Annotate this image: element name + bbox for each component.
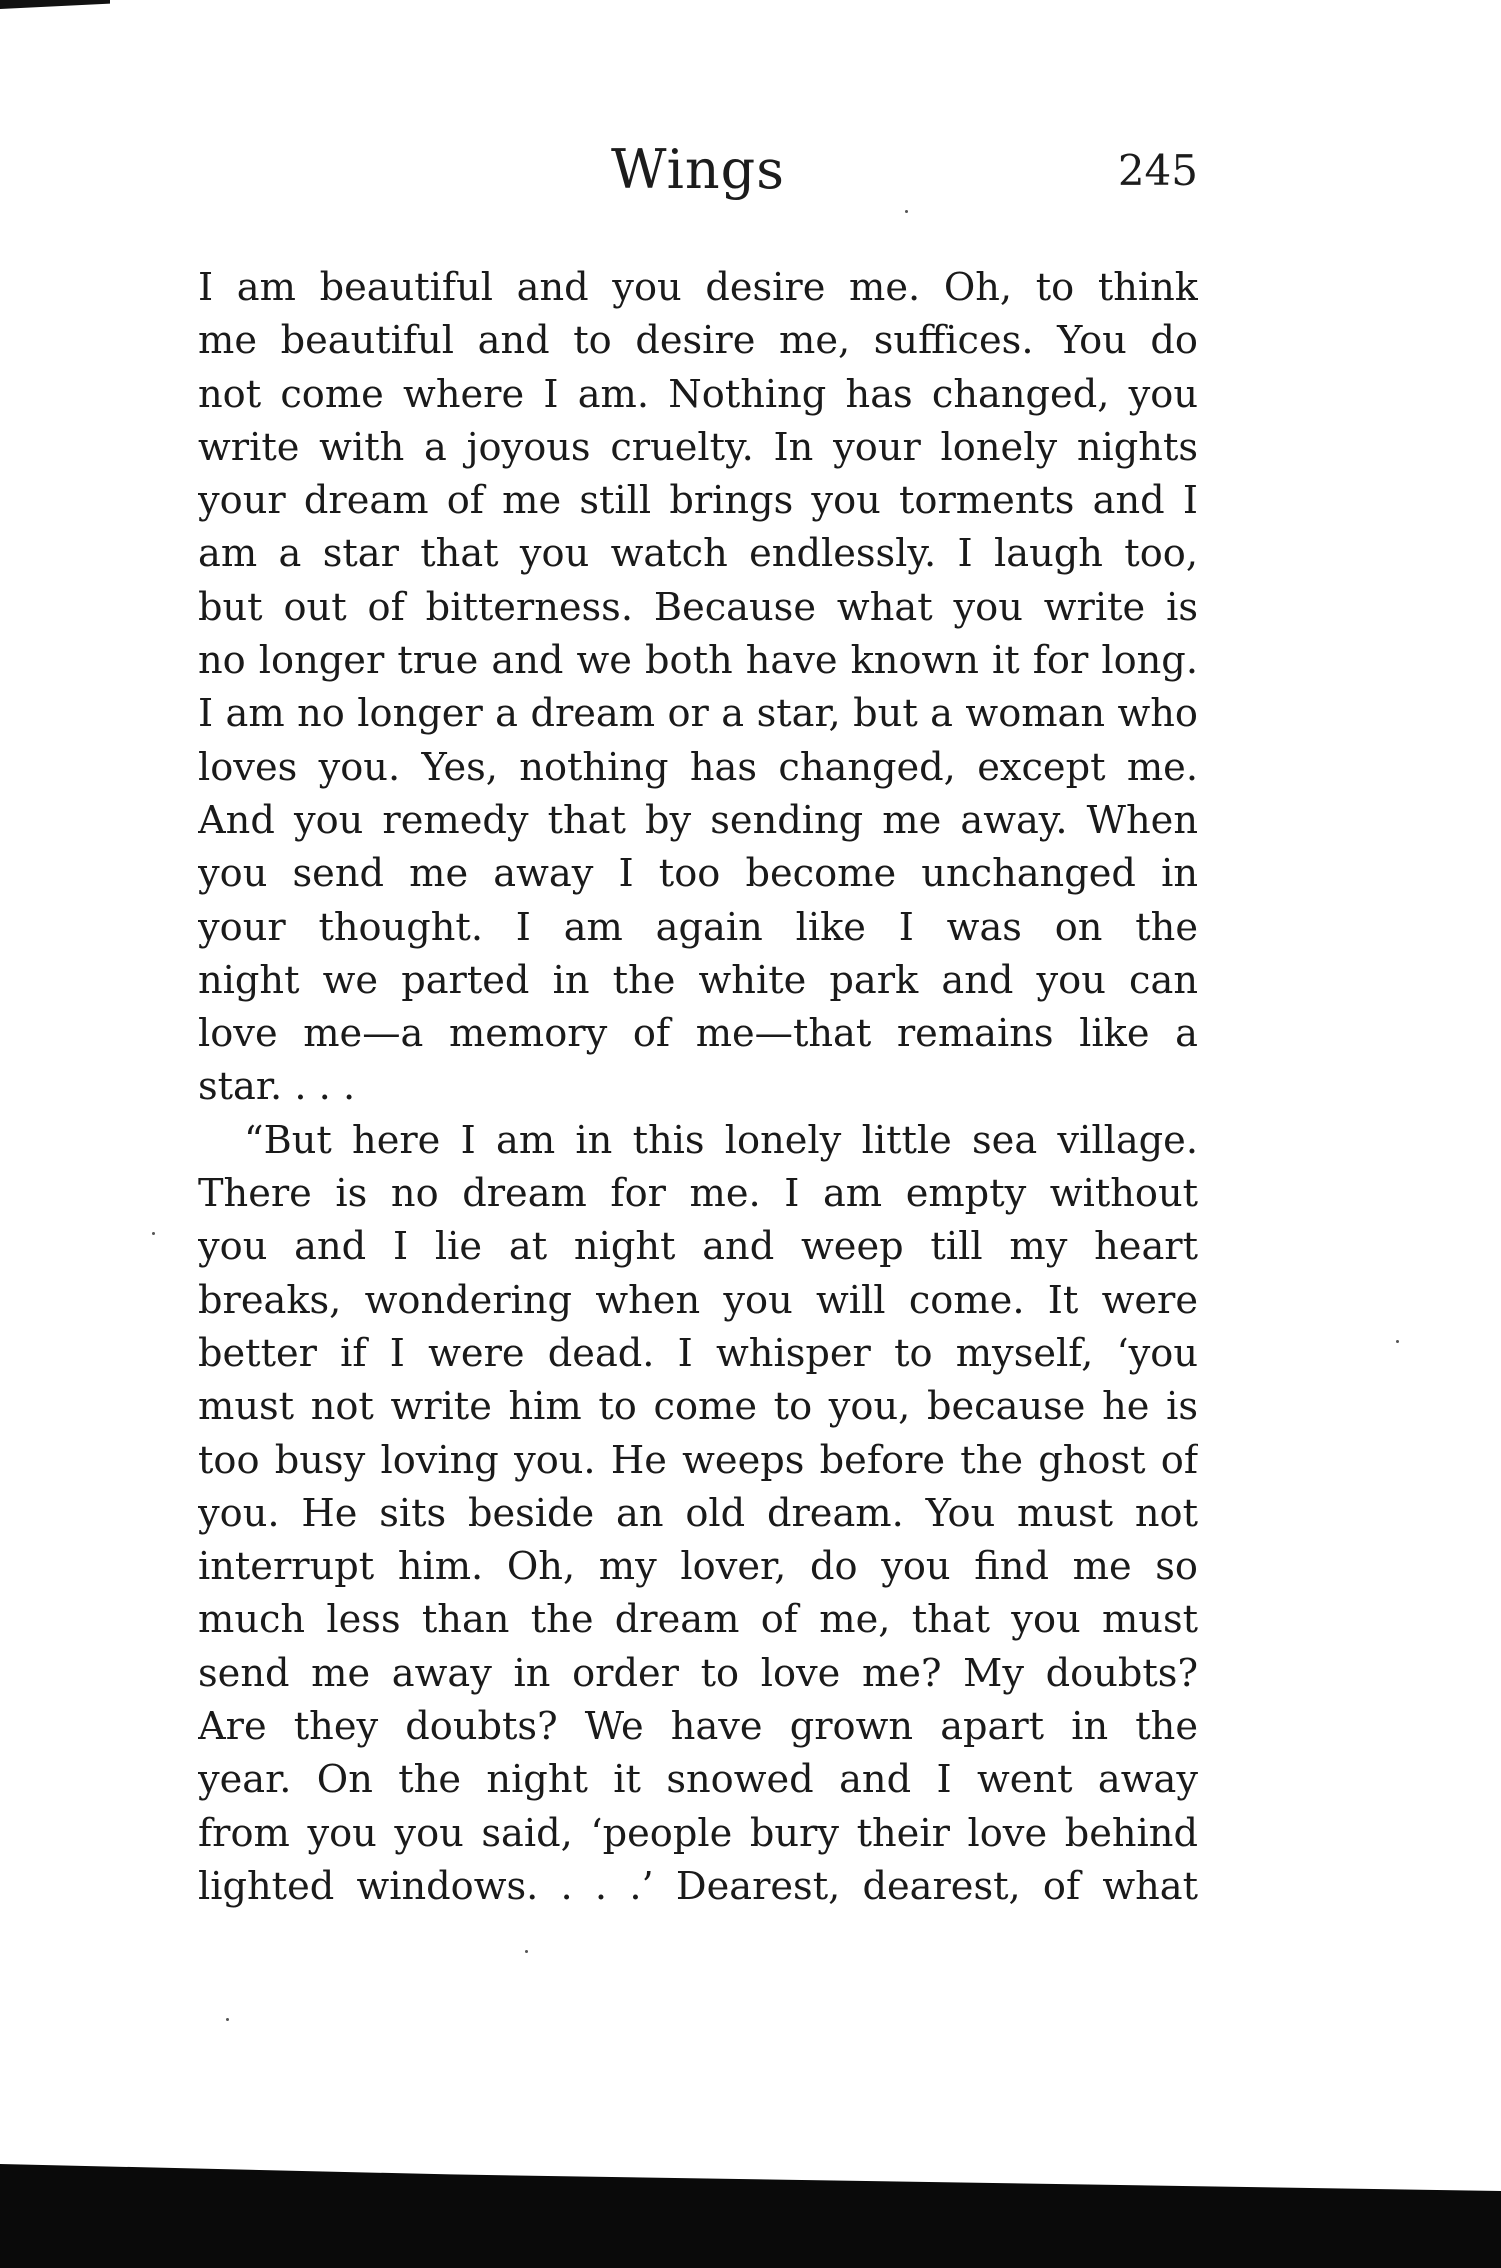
text-line: star. . . . — [198, 1064, 356, 1110]
page-header — [198, 138, 1198, 208]
text-line: your dream of me still brings you torments and I — [198, 478, 1198, 524]
text-line: better if I were dead. I whisper to myself, ‘you — [198, 1330, 1198, 1376]
scan-speck — [905, 210, 908, 213]
text-line: too busy loving you. He weeps before the ghost of — [198, 1437, 1198, 1483]
text-line: night we parted in the white park and you can — [198, 957, 1198, 1003]
text-line: but out of bitterness. Because what you write is — [198, 584, 1198, 630]
text-line: me beautiful and to desire me, suffices. You do — [198, 318, 1198, 364]
text-line: year. On the night it snowed and I went away — [198, 1757, 1198, 1803]
scan-speck — [525, 1950, 528, 1953]
text-line: send me away in order to love me? My doubts? — [198, 1650, 1198, 1696]
text-line: love me—a memory of me—that remains like a — [198, 1011, 1198, 1057]
scan-speck — [152, 1232, 155, 1235]
text-line: I am beautiful and you desire me. Oh, to think — [198, 265, 1198, 310]
text-line: I am no longer a dream or a star, but a woman who — [198, 691, 1198, 737]
text-line: interrupt him. Oh, my lover, do you find me so — [198, 1544, 1198, 1590]
scan-corner-mark — [0, 0, 110, 9]
text-line: not come where I am. Nothing has changed, you — [198, 371, 1198, 417]
text-line: “But here I am in this lonely little sea village. — [244, 1117, 1198, 1163]
text-line: There is no dream for me. I am empty without — [198, 1171, 1198, 1217]
text-line: breaks, wondering when you will come. It were — [198, 1277, 1198, 1323]
body-text — [198, 261, 1198, 1913]
text-line: no longer true and we both have known it for long. — [198, 638, 1198, 684]
page-number: 245 — [1117, 146, 1198, 195]
text-line: much less than the dream of me, that you must — [198, 1597, 1198, 1643]
text-line: your thought. I am again like I was on the — [198, 904, 1198, 950]
text-line: you. He sits beside an old dream. You must not — [198, 1490, 1198, 1536]
text-line: lighted windows. . . .’ Dearest, dearest, of what — [198, 1863, 1198, 1909]
text-line: write with a joyous cruelty. In your lonely nights — [198, 424, 1198, 470]
scan-speck — [226, 2018, 229, 2021]
text-line: loves you. Yes, nothing has changed, except me. — [198, 744, 1198, 790]
scan-speck — [1396, 1340, 1399, 1343]
text-line: And you remedy that by sending me away. When — [198, 797, 1198, 843]
text-line: you and I lie at night and weep till my heart — [198, 1224, 1198, 1270]
text-line: am a star that you watch endlessly. I laugh too, — [198, 531, 1198, 577]
running-title: Wings — [611, 138, 785, 201]
text-line: Are they doubts? We have grown apart in the — [198, 1704, 1198, 1750]
text-line: must not write him to come to you, because he is — [198, 1384, 1198, 1430]
text-line: you send me away I too become unchanged in — [198, 851, 1198, 897]
scan-bottom-edge — [0, 2164, 1501, 2268]
text-line: from you you said, ‘people bury their love behind — [198, 1810, 1198, 1856]
